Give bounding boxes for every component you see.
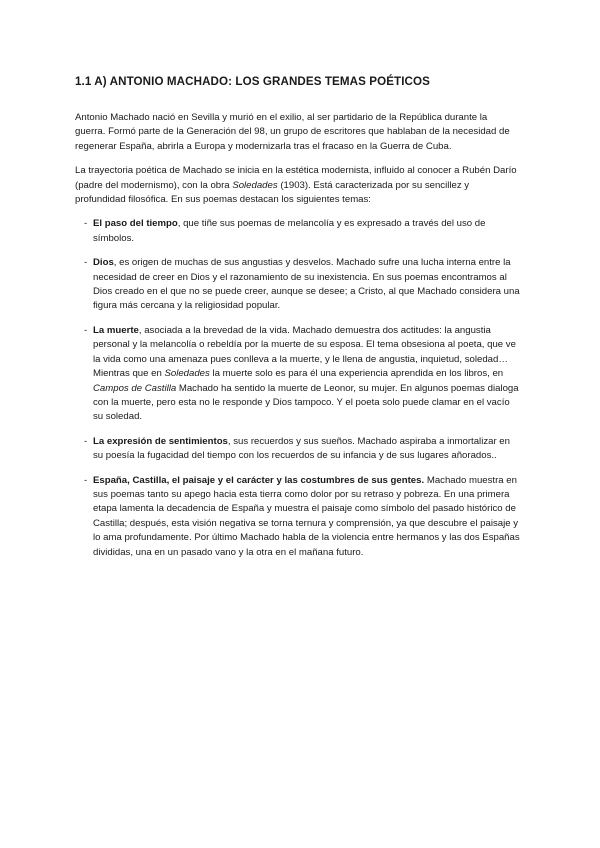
trajectory-text-after: (1903). Está caracterizada por su sencillez y profundidad filosófica. En sus poemas destacan los siguientes temas:	[75, 179, 470, 206]
theme-text: , sus recuerdos y sus sueños. Machado aspiraba a inmortalizar en su poesía la fugacidad del tiempo con los recuerdos de su infancia y de sus lugares añorados..	[93, 435, 510, 462]
theme-muerte-second-paragraph	[93, 367, 520, 425]
theme-item-sentimientos	[75, 435, 520, 464]
theme-term: Dios	[93, 257, 114, 269]
work-title-soledades: Soledades	[164, 368, 210, 380]
theme-text: Machado ha sentido la muerte de Leonor, su mujer. En algunos poemas dialoga con la muerte, pero esta no le responde y Dios tampoco. Y el poeta solo puede clamar en el vacío su soledad.	[93, 382, 519, 423]
intro-paragraph: Antonio Machado nació en Sevilla y murió en el exilio, al ser partidario de la República durante la guerra. Formó parte de la Generación del 98, un grupo de escritores que hablaban de la necesidad de regenerar España, abrirla a Europa y modernizarla tras el fracaso en la Guerra de Cuba.	[75, 112, 510, 152]
trajectory-paragraph	[75, 164, 520, 207]
list-dash: -	[84, 218, 88, 230]
list-dash: -	[84, 324, 88, 336]
theme-item-espana	[75, 474, 520, 560]
theme-text: Mientras que en	[93, 368, 165, 380]
theme-item-dios	[75, 256, 520, 314]
theme-text: Machado muestra en sus poemas tanto su apego hacia esta tierra como dolor por su retraso y pobreza. En una primera etapa lamenta la decadencia de España y muestra el paisaje como símbolo del pasado histórico de Castilla; después, esta visión negativa se torna ternura y comprensión, ya que descubre el paisaje y lo ama profundamente. Por último Machado habla de la violencia entre hermanos y las dos Españas divididas, una en un pasado vano y la otra en el mañana futuro.	[93, 474, 520, 558]
section-title: 1.1 A) ANTONIO MACHADO: LOS GRANDES TEMAS POÉTICOS	[75, 75, 430, 88]
theme-term: La muerte	[93, 324, 139, 336]
work-title-campos-de-castilla: Campos de Castilla	[93, 382, 177, 394]
themes-list	[75, 217, 520, 560]
theme-item-muerte	[75, 324, 520, 425]
theme-term: España, Castilla, el paisaje y el carácter y las costumbres de sus gentes.	[93, 474, 425, 486]
theme-term: La expresión de sentimientos	[93, 435, 228, 447]
theme-text: , es origen de muchas de sus angustias y desvelos. Machado sufre una lucha interna entre la necesidad de creer en Dios y el razonamiento de su inexistencia. En sus poemas encontramos al Dios creado en el que no se puede creer, aunque se desee; a Cristo, al que Machado considera una figura más cercana y la religiosidad popular.	[93, 257, 520, 312]
list-dash: -	[84, 435, 88, 447]
trajectory-work-title: Soledades	[232, 179, 278, 191]
theme-text: la muerte solo es para él una experiencia aprendida en los libros, en	[209, 368, 504, 380]
theme-text: , que tiñe sus poemas de melancolía y es expresado a través del uso de símbolos.	[93, 218, 486, 244]
theme-term: El paso del tiempo	[93, 218, 178, 230]
theme-text: , asociada a la brevedad de la vida. Machado demuestra dos actitudes: la angustia personal y la melancolía o rebeldía por la muerte de su esposa. El tema obsesiona al poeta, que ve la vida como una amenaza pues conlleva a la muerte, y le llena de angustia, inquietud, soledad…	[93, 324, 516, 365]
theme-item-tiempo	[75, 217, 520, 246]
trajectory-text-before: La trayectoria poética de Machado se inicia en la estética modernista, influido al conocer a Rubén Darío (padre del modernismo), con la obra	[75, 165, 517, 191]
list-dash: -	[84, 474, 88, 486]
list-dash: -	[84, 257, 88, 269]
